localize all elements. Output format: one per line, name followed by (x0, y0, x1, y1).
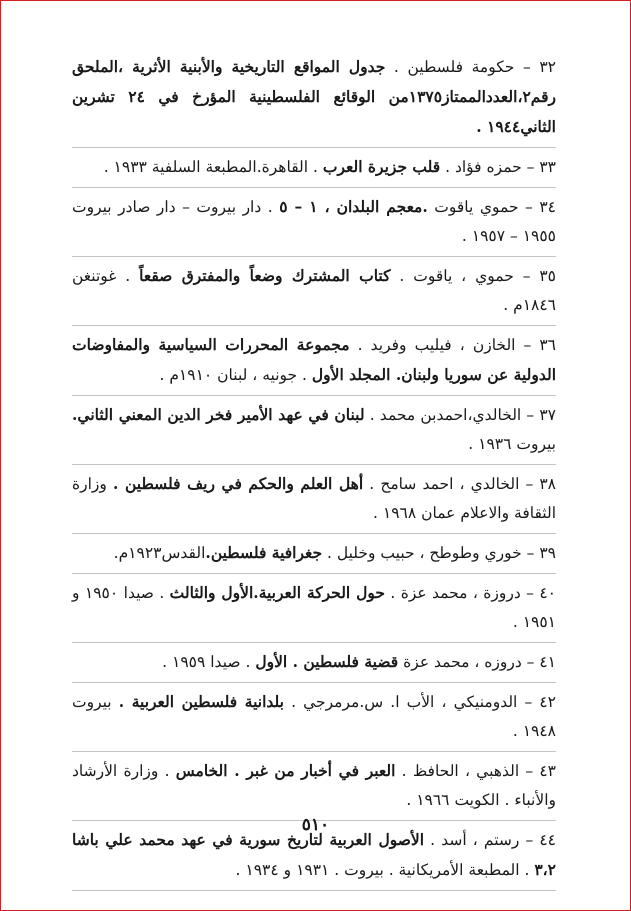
bibliography-entry (72, 647, 556, 683)
entry-author: ٤٢ – الدومنيكي ، الأب ا. س.مرمرجي . (283, 693, 556, 711)
entry-title: كتاب المشترك وضعاً والمفترق صقعاً (139, 266, 391, 285)
entry-author: ٣٣ – حمزه فؤاد . (440, 158, 556, 176)
entry-title: قلب جزيرة العرب (322, 157, 441, 176)
bibliography-entry (72, 330, 556, 396)
entry-author: ٣٧ – الخالدي،احمدبن محمد . (364, 406, 556, 424)
bibliography-entry (72, 400, 556, 465)
entry-title: حول الحركة العربية.الأول والثالث (169, 583, 385, 602)
entry-publication: . المطبعة الأمريكانية . بيروت . ١٩٣١ و ١٩٣٤ . (235, 861, 535, 879)
entry-publication: . صيدا ١٩٥٠ و ١٩٥١ . (72, 584, 556, 631)
bibliography-entry (72, 261, 556, 326)
entry-author: ٣٦ – الخازن ، فيليب وفريد . (349, 336, 556, 354)
bibliography-entry (72, 538, 556, 574)
entry-publication: بيروت ١٩٣٦ . (468, 435, 556, 453)
entry-publication: . دار بيروت – دار صادر بيروت ١٩٥٥ – ١٩٥٧ . (72, 198, 556, 245)
entry-title: جدول المواقع التاريخية والأبنية الأثرية ،الملحق رقم٢،العددالممتاز١٣٧٥من الوقائع الفلسطينية المؤرخ في ٢٤ تشرين الثاني١٩٤٤ . (72, 57, 556, 136)
entry-publication: . وزارة الأرشاد والأنباء . الكويت ١٩٦٦ . (72, 762, 556, 809)
entry-publication: . جونيه ، لبنان ١٩١٠م . (159, 366, 312, 384)
entry-publication: القدس١٩٢٣م. (113, 544, 206, 562)
entry-title: بلدانية فلسطين العربية . (118, 692, 284, 711)
entry-author: ٣٢ – حكومة فلسطين . (385, 58, 556, 76)
entry-author: ٤١ – دروزه ، محمد عزة (398, 653, 556, 671)
entry-author: ٣٩ – خوري وطوطح ، حبيب وخليل . (322, 544, 556, 562)
entry-publication: . صيدا ١٩٥٩ . (162, 653, 256, 671)
bibliography-entry (72, 687, 556, 752)
bibliography-entry (72, 469, 556, 534)
bibliography-entry (72, 52, 556, 148)
entry-author: ٣٨ – الخالدي ، احمد سامح . (363, 475, 557, 493)
entry-author: ٣٤ – حموي ياقوت (427, 198, 556, 216)
entry-publication: . غوتنغن ١٨٤٦م . (72, 267, 556, 314)
entry-title: أهل العلم والحكم في ريف فلسطين . (113, 474, 364, 493)
entry-publication: . القاهرة.المطبعة السلفية ١٩٣٣ . (103, 158, 323, 176)
entry-author: ٤٣ – الذهبي ، الحافظ . (395, 762, 556, 780)
entry-author: ٤٤ – رستم ، أسد . (424, 831, 557, 849)
bibliography-entry (72, 578, 556, 643)
entry-author: ٣٥ – حموي ، ياقوت . (390, 267, 557, 285)
entry-title: الأصول العربية لتاريخ سورية في عهد محمد علي باشا ٣،٢ (72, 830, 556, 879)
entry-author: ٤٠ – دروزة ، محمد عزة . (384, 584, 556, 602)
entry-title: .معجم البلدان ، ١ – ٥ (279, 197, 428, 216)
entry-publication: وزارة الثقافة والاعلام عمان ١٩٦٨ . (72, 475, 556, 522)
entry-title: مجموعة المحررات السياسية والمفاوضات الدولية عن سوريا ولبنان. المجلد الأول (72, 335, 556, 384)
entry-title: قضية فلسطين . الأول (255, 652, 399, 671)
entry-title: لبنان في عهد الأمير فخر الدين المعني الثاني. (72, 405, 365, 424)
bibliography-entry (72, 192, 556, 257)
entry-title: جغرافية فلسطين. (205, 543, 323, 562)
bibliography-list (72, 52, 556, 895)
entry-title: العبر في أخبار من غبر . الخامس (175, 761, 396, 780)
bibliography-entry (72, 152, 556, 188)
page-number: ٥١٠ (301, 815, 330, 835)
entry-publication: بيروت ١٩٤٨ . (72, 693, 556, 740)
bibliography-entry (72, 756, 556, 821)
